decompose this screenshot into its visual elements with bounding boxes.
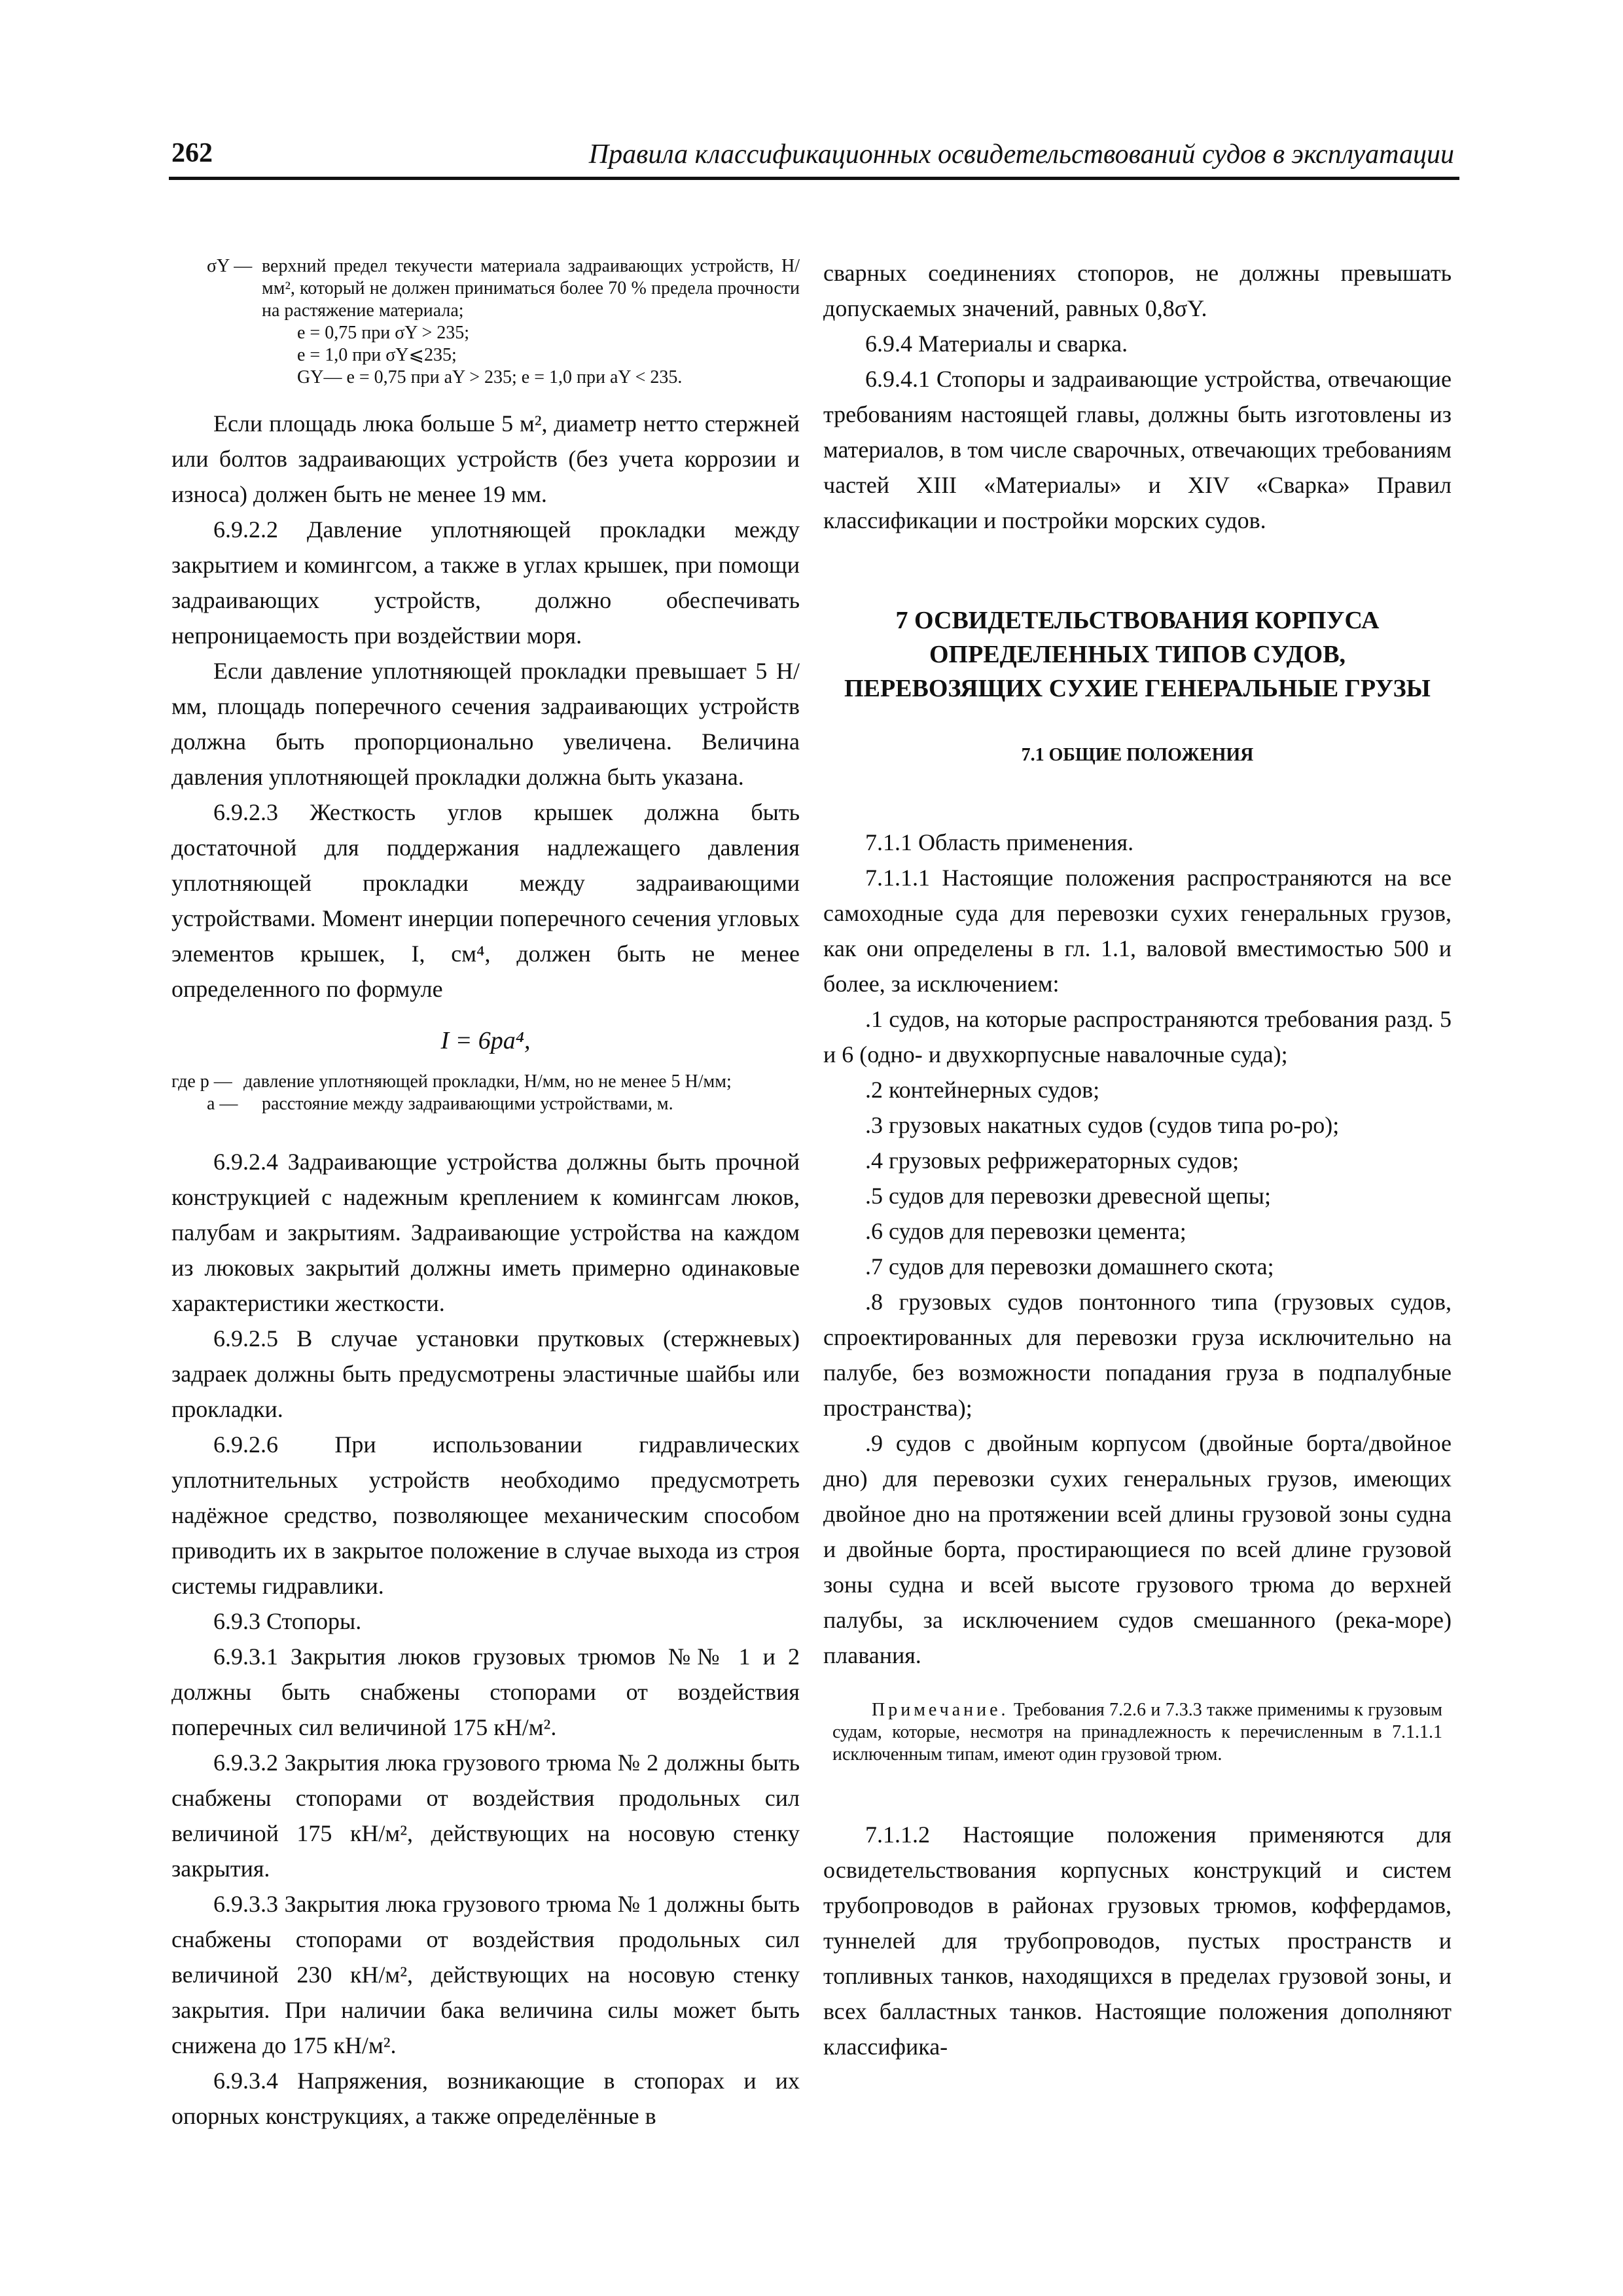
list-item: .5 судов для перевозки древесной щепы; bbox=[865, 1183, 1271, 1209]
definition-symbol: σY — bbox=[207, 256, 253, 276]
definition-text: давление уплотняющей прокладки, Н/мм, но не менее 5 Н/мм; bbox=[243, 1071, 732, 1092]
note-text: Требования 7.2.6 и 7.3.3 также применимы к грузовым судам, которые, несмотря на принадлежность к перечисленным в 7.1.1.1 исключенным типам, имеют один грузовой трюм. bbox=[832, 1700, 1442, 1765]
formula-definitions bbox=[171, 1071, 800, 1115]
paragraph: Если площадь люка больше 5 м², диаметр нетто стержней или болтов задраивающих устройств (без учета коррозии и износа) должен быть не менее 19 мм. bbox=[171, 410, 800, 507]
subsection-heading: 7.1 ОБЩИЕ ПОЛОЖЕНИЯ bbox=[1021, 745, 1254, 765]
definition-text: верхний предел текучести материала задраивающих устройств, Н/мм², который не должен приниматься более 70 % предела прочности на растяжение материала; bbox=[262, 256, 800, 321]
header-rule bbox=[169, 177, 1459, 180]
paragraph: 6.9.2.3 Жесткость углов крышек должна быть достаточной для поддержания надлежащего давления уплотняющей прокладки между задраивающими устройствами. Момент инерции поперечного сечения угловых элементов крышек, I, см⁴, должен быть не менее определенного по формуле bbox=[171, 799, 800, 1002]
paragraph: 7.1.1 Область применения. bbox=[865, 829, 1134, 855]
definition-row bbox=[171, 1093, 800, 1115]
paragraph: 7.1.1.2 Настоящие положения применяются для освидетельствования корпусных конструкций и систем трубопроводов в районах грузовых трюмов, коффердамов, туннелей для трубопроводов, пустых пространств и топливных танков, находящихся в пределах грузовой зоны, и всех балластных танков. Настоящие положения дополняют классифика- bbox=[823, 1821, 1452, 2060]
paragraph: Если давление уплотняющей прокладки превышает 5 Н/мм, площадь поперечного сечения задраивающих устройств должна быть пропорционально увеличена. Величина давления уплотняющей прокладки должна быть указана. bbox=[171, 658, 800, 790]
formula: I = 6pa⁴, bbox=[440, 1027, 531, 1054]
definition-line: GY— e = 0,75 при aY > 235; e = 1,0 при aY < 235. bbox=[297, 367, 683, 387]
page-number: 262 bbox=[171, 138, 213, 168]
note bbox=[832, 1699, 1442, 1766]
paragraph: 6.9.2.5 В случае установки прутковых (стержневых) задраек должны быть предусмотрены эластичные шайбы или прокладки. bbox=[171, 1325, 800, 1422]
definition-row bbox=[171, 1071, 800, 1093]
paragraph: 7.1.1.1 Настоящие положения распространяются на все самоходные суда для перевозки сухих генеральных грузов, как они определены в гл. 1.1, валовой вместимостью 500 и более, за исключением: bbox=[823, 865, 1452, 997]
paragraph: 6.9.2.2 Давление уплотняющей прокладки между закрытием и комингсом, а также в углах крышек, при помощи задраивающих устройств, должно обеспечивать непроницаемость при воздействии моря. bbox=[171, 516, 800, 649]
list-item: .3 грузовых накатных судов (судов типа ро-ро); bbox=[865, 1112, 1340, 1138]
running-header: Правила классификационных освидетельствований судов в эксплуатации bbox=[588, 139, 1454, 170]
paragraph: сварных соединениях стопоров, не должны превышать допускаемых значений, равных 0,8σY. bbox=[823, 260, 1452, 321]
paragraph: 6.9.3.3 Закрытия люка грузового трюма № 1 должны быть снабжены стопорами от воздействия продольных сил величиной 230 кН/м², действующих на носовую стенку закрытия. При наличии бака величина силы может быть снижена до 175 кН/м². bbox=[171, 1891, 800, 2058]
list-item: .1 судов, на которые распространяются требования разд. 5 и 6 (одно- и двухкорпусные навалочные суда); bbox=[823, 1006, 1452, 1067]
left-column bbox=[171, 255, 800, 2134]
list-item: .7 судов для перевозки домашнего скота; bbox=[865, 1253, 1274, 1280]
list-item: .2 контейнерных судов; bbox=[865, 1077, 1100, 1103]
note-label: Примечание. bbox=[872, 1700, 1009, 1720]
definition-symbol: a — bbox=[207, 1094, 238, 1114]
list-item: .8 грузовых судов понтонного типа (грузовых судов, спроектированных для перевозки груза исключительно на палубе, без возможности попадания груза в подпалубные пространства); bbox=[823, 1289, 1452, 1421]
definitions-block bbox=[171, 255, 800, 389]
right-column bbox=[823, 255, 1452, 2064]
list-item: .4 грузовых рефрижераторных судов; bbox=[865, 1147, 1240, 1174]
paragraph: 6.9.2.6 При использовании гидравлических уплотнительных устройств необходимо предусмотреть надёжное средство, позволяющее механическим способом приводить их в закрытое положение в случае выхода из строя системы гидравлики. bbox=[171, 1431, 800, 1599]
definition-symbol: где p — bbox=[171, 1071, 232, 1092]
paragraph: 6.9.2.4 Задраивающие устройства должны быть прочной конструкцией с надежным креплением к комингсам люков, палубам и закрытиям. Задраивающие устройства на каждом из люковых закрытий должны иметь примерно одинаковые характеристики жесткости. bbox=[171, 1149, 800, 1316]
paragraph: 6.9.3 Стопоры. bbox=[213, 1608, 362, 1634]
paragraph: 6.9.3.1 Закрытия люков грузовых трюмов №№ 1 и 2 должны быть снабжены стопорами от воздействия поперечных сил величиной 175 кН/м². bbox=[171, 1643, 800, 1740]
definition-line: e = 1,0 при σY⩽235; bbox=[297, 345, 457, 365]
paragraph: 6.9.3.2 Закрытия люка грузового трюма № 2 должны быть снабжены стопорами от воздействия продольных сил величиной 175 кН/м², действующих на носовую стенку закрытия. bbox=[171, 1749, 800, 1882]
definition-line: e = 0,75 при σY > 235; bbox=[297, 323, 470, 343]
definition-row bbox=[171, 255, 800, 322]
paragraph: 6.9.4.1 Стопоры и задраивающие устройства, отвечающие требованиям настоящей главы, должны быть изготовлены из материалов, в том числе сварочных, отвечающих требованиям частей XIII «Материалы» и XIV «Сварка» Правил классификации и постройки морских судов. bbox=[823, 366, 1452, 533]
paragraph: 6.9.3.4 Напряжения, возникающие в стопорах и их опорных конструкциях, а также определённые в bbox=[171, 2068, 800, 2129]
definition-text: расстояние между задраивающими устройствами, м. bbox=[262, 1094, 673, 1114]
list-item: .6 судов для перевозки цемента; bbox=[865, 1218, 1186, 1244]
list-item: .9 судов с двойным корпусом (двойные борта/двойное дно) для перевозки сухих генеральных грузов, имеющих двойное дно на протяжении всей длины грузовой зоны судна и двойные борта, простирающиеся по всей длине грузовой зоны судна и всей высоте грузового трюма до верхней палубы, за исключением судов смешанного (река-море) плавания. bbox=[823, 1430, 1452, 1668]
paragraph: 6.9.4 Материалы и сварка. bbox=[865, 331, 1128, 357]
section-heading: 7 ОСВИДЕТЕЛЬСТВОВАНИЯ КОРПУСА ОПРЕДЕЛЕННЫХ ТИПОВ СУДОВ, ПЕРЕВОЗЯЩИХ СУХИЕ ГЕНЕРАЛЬНЫЕ ГРУЗЫ bbox=[844, 607, 1431, 702]
